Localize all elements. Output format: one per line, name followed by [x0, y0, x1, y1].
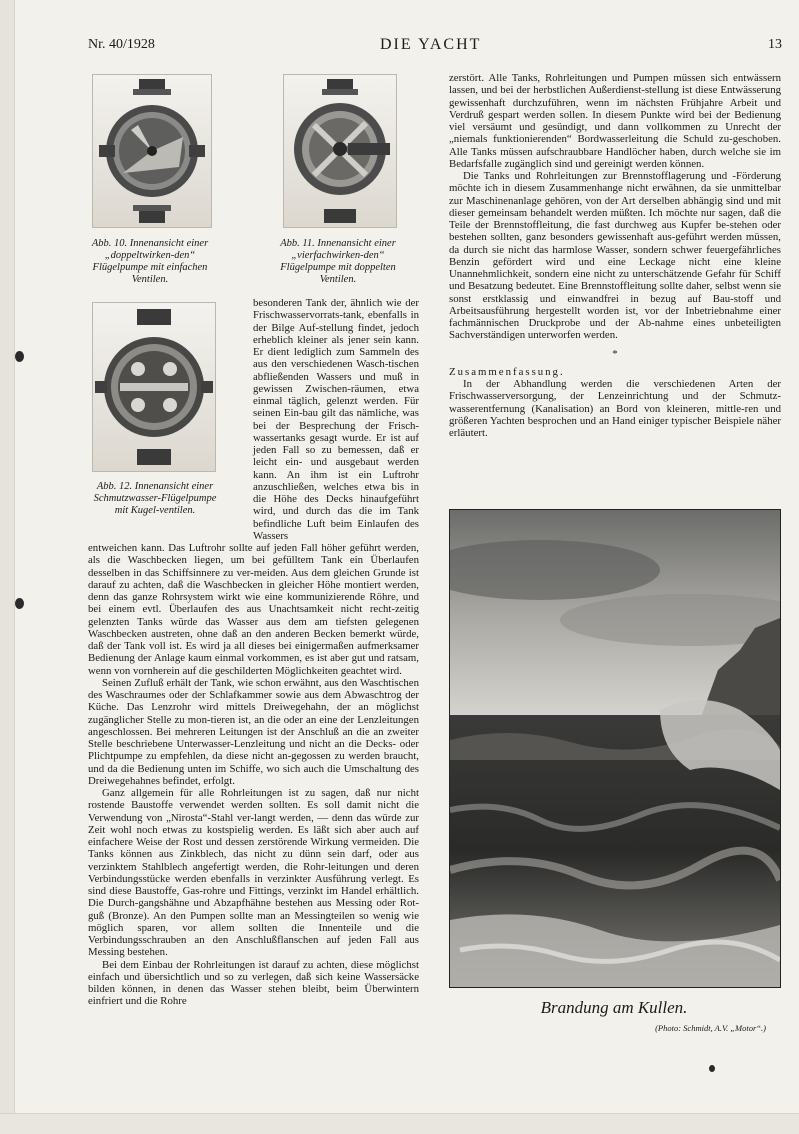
figure-12-caption: Abb. 12. Innenansicht einer Schmutzwasser-Flügelpumpe mit Kugel-ventilen.	[93, 481, 217, 516]
figure-11-caption: Abb. 11. Innenansicht einer „vierfachwirken-den“ Flügelpumpe mit doppelten Ventilen.	[280, 238, 396, 285]
photo-caption: Brandung am Kullen.	[540, 998, 688, 1017]
page-binding-edge	[0, 0, 15, 1133]
ink-dot	[709, 1065, 715, 1072]
punch-hole	[15, 598, 24, 609]
pump-figure-10	[92, 74, 212, 228]
paragraph: zerstört. Alle Tanks, Rohrleitungen und Pumpen müssen sich entwässern lassen, und bei der herbstlichen Außerdienst-stellung ist diese Entwässerung gewissenhaft durchzuführen, wenn im nächsten Frühjahre Arbeit und Verdruß gespart werden sollen. In diesem Punkte wird bei der Bedienung viel versäumt und gesündigt, und dann vollkommen zu Unrecht der „niemals funktionierenden“ Bordwasserleitung die Schuld zu-geschoben. Alle Tanks müssen aufschraubbare Handlöcher haben, durch welche sie im Bedarfsfalle zugänglich sind und gereinigt werden können.	[449, 72, 781, 170]
pump-figure-11	[283, 74, 397, 228]
paragraph: besonderen Tank der, ähnlich wie der Frischwasservorrats-tank, ebenfalls in der Bilge Auf-stellung findet, jedoch erheblich kleiner als jener sein kann. Er dient lediglich zum Sammeln des aus den verschiedenen Wasch-tischen abfließenden Wassers und muß in gewissen Zwischen-räumen, etwa einmal täglich, gelenzt werden. Für seinen Ein-bau gilt das nämliche, was bei der Besprechung der Frisch-wassertanks gesagt wurde. Er ist auf jeden Fall so zu bemessen, daß er leicht ein- und ausgebaut werden kann. An ihm ist ein Luftrohr anzuschließen, welches etwa bis in die Höhe des Decks hinaufgeführt wird, und durch das die im Tank befindliche Luft beim Einlaufen des Wassers	[253, 297, 419, 542]
paragraph: Die Tanks und Rohrleitungen zur Brennstofflagerung und -Förderung möchte ich in diesem Zusammenhange nicht erwähnen, da sie unmittelbar zur Maschinenanlage gehören, von der Art derselben abhängig sind und mit dieser gemeinsam behandelt werden müßten. Ich möchte nur sagen, daß die Teile der Brennstoffleitung, die fast durchweg aus Kupfer be-stehen oder bestehen sollten, ganz besonders gewissenhaft aus-geführt werden müssen, da durch sie nicht das harmlose Wasser, sondern schwer feuergefährliches Benzin gefördert wird und eine Leckage nicht eine kleine Unannehmlichkeit, sondern eine nicht zu unterschätzende Gefahr für Schiff und Besatzung bedeutet. Eine Brennstoffleitung sollte daher, selbst wenn sie sonst erstklassig und einwandfrei in bezug auf Bau-stoff und Arbeitsausführung hergestellt worden ist, vor der Inbetriebnahme einer fachmännischen Druckprobe und der Ab-nahme eines unbeteiligten Sachverständigen unterworfen werden.	[449, 170, 781, 342]
photo-credit: (Photo: Schmidt, A.V. „Motor“.)	[655, 1023, 766, 1033]
right-column-text	[449, 72, 781, 439]
pump-figure-12	[92, 302, 216, 472]
page-bottom-edge	[0, 1113, 799, 1134]
summary-heading: Zusammenfassung.	[449, 365, 565, 378]
paragraph: entweichen kann. Das Luftrohr sollte auf jeden Fall höher geführt werden, als die Waschbecken liegen, um bei gefülltem Tank ein Überlaufen desselben in das Schiffsinnere zu ver-meiden. Aus dem gleichen Grunde ist darauf zu achten, daß die Waschbecken in gleicher Höhe montiert werden, denn das ganze Rohrsystem wirkt wie eine kommunizierende Röhre, und bei einem evtl. Überlaufen des aus Unachtsamkeit nicht recht-zeitig gelenzten Tanks würde das Wasser aus dem am tiefsten gelegenen Waschbecken austreten, ohne daß an den anderen Becken bemerkt würde, daß der Tank voll ist. Es wird ja all dieses bei einigermaßen aufmerksamer Bedienung der Anlage kaum einmal vorkommen, es ist aber gut und ratsam, wenn von vornherein auf die geschilderten Möglichkeiten geachtet wird.	[88, 542, 419, 677]
figure-10-caption: Abb. 10. Innenansicht einer „doppeltwirken-den“ Flügelpumpe mit einfachen Ventilen.	[91, 238, 209, 285]
page-number: 13	[768, 37, 782, 52]
paragraph: Ganz allgemein für alle Rohrleitungen ist zu sagen, daß nur nicht rostende Baustoffe verwendet werden sollten. Es soll damit nicht die Verwendung von „Nirosta“-Stahl ver-langt werden, — denn das würde zur Zeit wohl noch etwas zu kostspielig werden. Es läßt sich aber auch auf einfachere Weise der Rost und dessen zerstörende Wirkung vermeiden. Die Tanks können aus Zinkblech, das nicht zu dünn sein darf, oder aus verzinktem Stahlblech angefertigt werden, die Rohr-leitungen und deren Verbindungsstücke werden ebenfalls in verzinkter Ausführung verlegt. Es sind diese Baustoffe, Gas-rohre und Fittings, verzinkt im Handel erhältlich. Die Durch-gangshähne und Abzapfhähne bestehen aus Messing oder Rot-guß (Bronze). An den Pumpen sollte man an Messingteilen so wenig wie möglich sparen, vor allem sollten die Innenteile und die Verbindungsschrauben an den Anschlußflanschen auf jeden Fall aus Messing bestehen.	[88, 787, 419, 959]
magazine-title: DIE YACHT	[380, 36, 482, 53]
issue-number: Nr. 40/1928	[88, 37, 155, 52]
paragraph: Seinen Zufluß erhält der Tank, wie schon erwähnt, aus den Waschtischen des Waschraumes oder der Schlafkammer sowie aus dem Abwaschtrog der Küche. Das Lenzrohr wird mittels Dreiwegehahn, der an möglichst zugänglicher Stelle zu mon-tieren ist, an die oder an eine der Lenzleitungen angeschlossen. Bei mehreren Leitungen ist der Anschluß an die an zweiter Stelle beschriebene Unterwasser-Lenzleitung und nicht an die Decks- oder Plichtpumpe zu empfehlen, da diese nicht an-gegossen zu werden braucht, und da die Bedienung unten im Schiffe, wo sich auch die Umschaltung des Dreiwegehahnes befindet, erfolgt.	[88, 676, 419, 787]
section-separator: *	[612, 347, 618, 360]
paragraph: Bei dem Einbau der Rohrleitungen ist darauf zu achten, diese möglichst einfach und übersichtlich und so zu verlegen, daß sich keine Wassersäcke bilden können, in denen das Wasser stehen bleibt, beim Überwintern einfriert und die Rohre	[88, 958, 419, 1008]
left-column-lower-text	[88, 542, 419, 1008]
punch-hole	[15, 351, 24, 362]
summary-paragraph: In der Abhandlung werden die verschiedenen Arten der Frischwasserversorgung, der Lenzeinrichtung und der Schmutz-wasserentfernung (Kanalisation) an Bord von kleineren, mittle-ren und größeren Yachten besprochen und an Hand einiger typischer Beispiele näher erläutert.	[449, 378, 781, 439]
page-header	[88, 37, 782, 57]
surf-photograph	[449, 509, 781, 988]
left-column-upper-text	[253, 297, 419, 542]
